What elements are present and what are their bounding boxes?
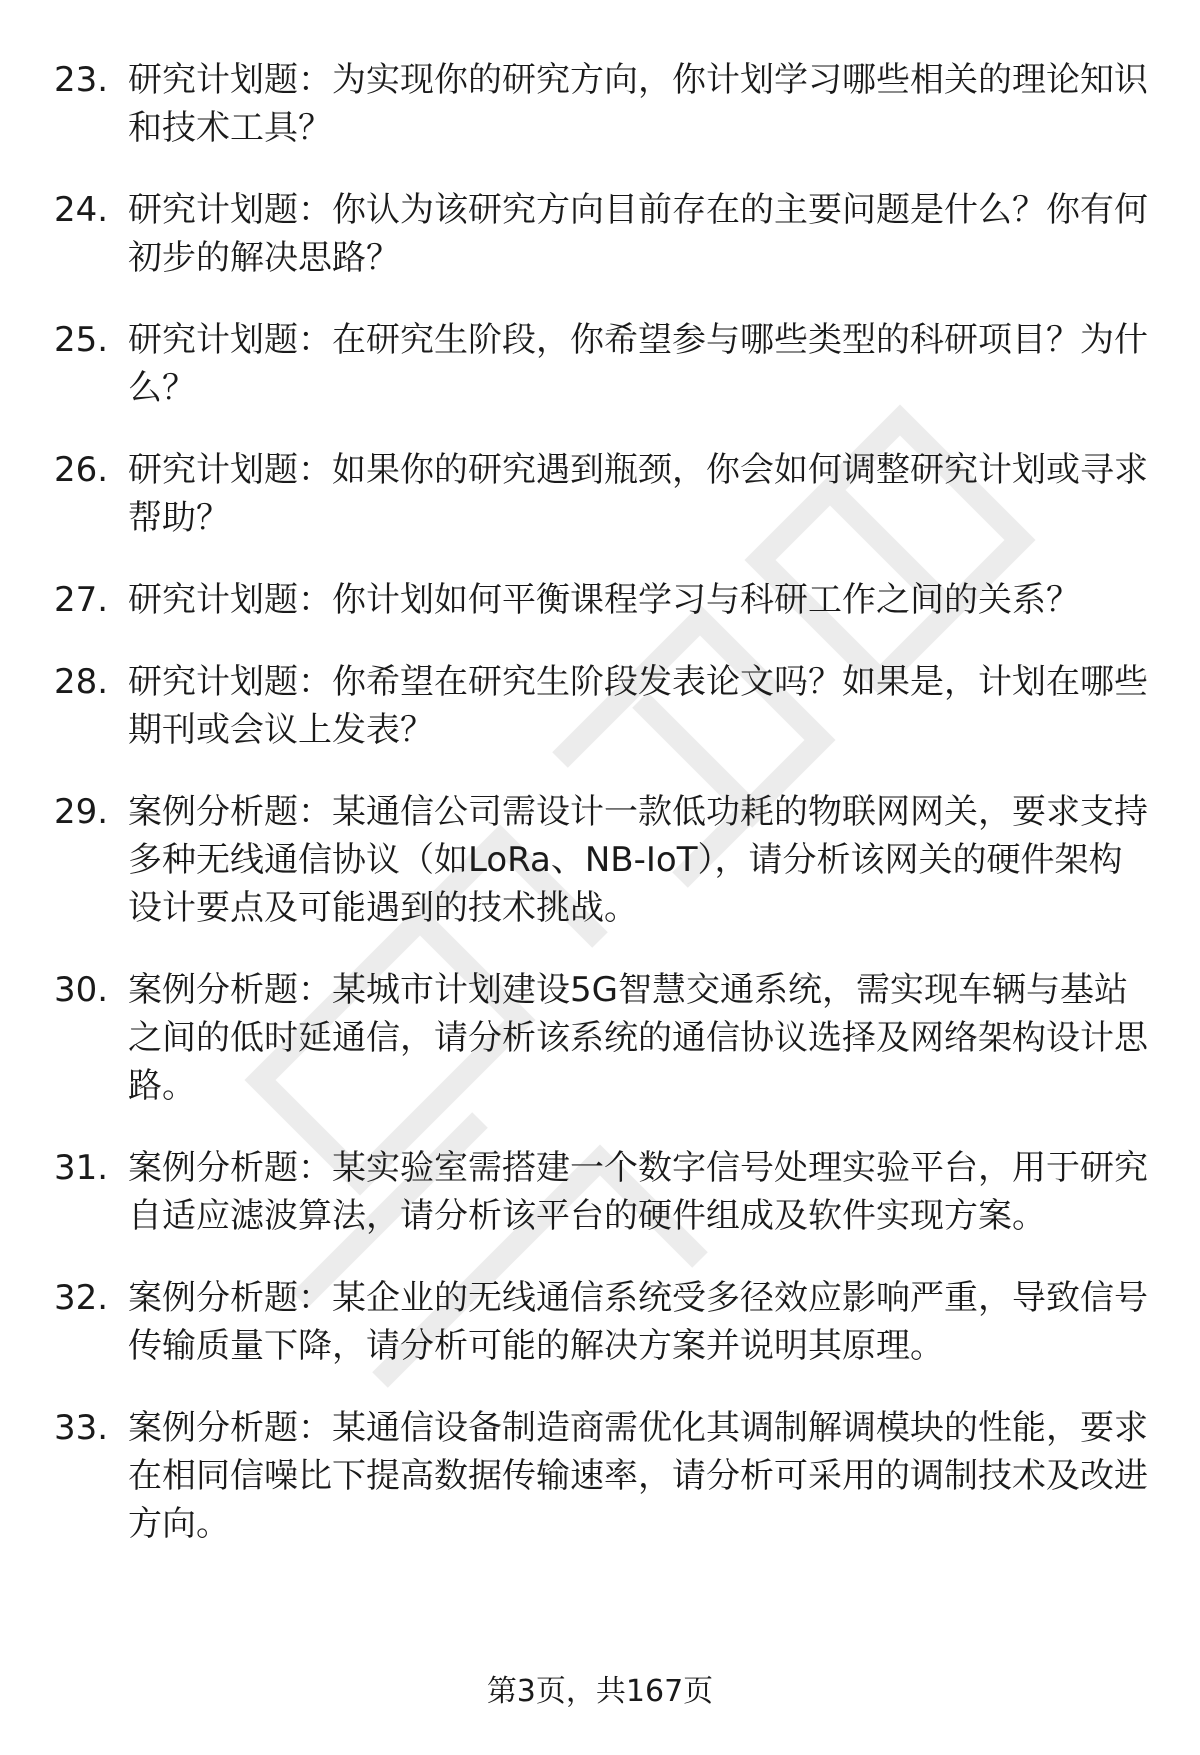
question-number: 32. — [54, 1278, 109, 1318]
question-number: 25. — [54, 320, 109, 360]
question-text: 案例分析题：某通信公司需设计一款低功耗的物联网网关，要求支持多种无线通信协议（如LoRa、NB-IoT），请分析该网关的硬件架构设计要点及可能遇到的技术挑战。 — [128, 792, 1148, 928]
question-number: 24. — [54, 190, 109, 230]
question-item — [0, 446, 1200, 542]
question-text: 研究计划题：你认为该研究方向目前存在的主要问题是什么？你有何初步的解决思路？ — [128, 190, 1148, 278]
question-text: 案例分析题：某实验室需搭建一个数字信号处理实验平台，用于研究自适应滤波算法，请分析该平台的硬件组成及软件实现方案。 — [128, 1148, 1148, 1236]
question-text: 研究计划题：你希望在研究生阶段发表论文吗？如果是，计划在哪些期刊或会议上发表？ — [128, 662, 1148, 750]
page-number-label: 第3页，共167页 — [486, 1674, 714, 1709]
question-number: 23. — [54, 60, 109, 100]
question-item — [0, 186, 1200, 282]
page-footer — [0, 1672, 1200, 1712]
question-item — [0, 1274, 1200, 1370]
question-number: 26. — [54, 450, 109, 490]
question-text: 案例分析题：某企业的无线通信系统受多径效应影响严重，导致信号传输质量下降，请分析可能的解决方案并说明其原理。 — [128, 1278, 1148, 1366]
question-item — [0, 966, 1200, 1110]
question-number: 28. — [54, 662, 109, 702]
question-number: 27. — [54, 580, 109, 620]
question-text: 研究计划题：你计划如何平衡课程学习与科研工作之间的关系？ — [128, 580, 1080, 620]
question-text: 案例分析题：某通信设备制造商需优化其调制解调模块的性能，要求在相同信噪比下提高数据传输速率，请分析可采用的调制技术及改进方向。 — [128, 1408, 1148, 1544]
question-text: 案例分析题：某城市计划建设5G智慧交通系统，需实现车辆与基站之间的低时延通信，请分析该系统的通信协议选择及网络架构设计思路。 — [128, 970, 1148, 1106]
question-item — [0, 576, 1200, 624]
question-text: 研究计划题：如果你的研究遇到瓶颈，你会如何调整研究计划或寻求帮助？ — [128, 450, 1148, 538]
question-number: 29. — [54, 792, 109, 832]
question-text: 研究计划题：在研究生阶段，你希望参与哪些类型的科研项目？为什么？ — [128, 320, 1148, 408]
question-number: 31. — [54, 1148, 109, 1188]
question-item — [0, 788, 1200, 932]
question-item — [0, 1404, 1200, 1548]
question-item — [0, 658, 1200, 754]
question-number: 30. — [54, 970, 109, 1010]
question-item — [0, 56, 1200, 152]
question-list — [0, 56, 1200, 1582]
question-number: 33. — [54, 1408, 109, 1448]
question-item — [0, 1144, 1200, 1240]
question-item — [0, 316, 1200, 412]
question-text: 研究计划题：为实现你的研究方向，你计划学习哪些相关的理论知识和技术工具？ — [128, 60, 1148, 148]
